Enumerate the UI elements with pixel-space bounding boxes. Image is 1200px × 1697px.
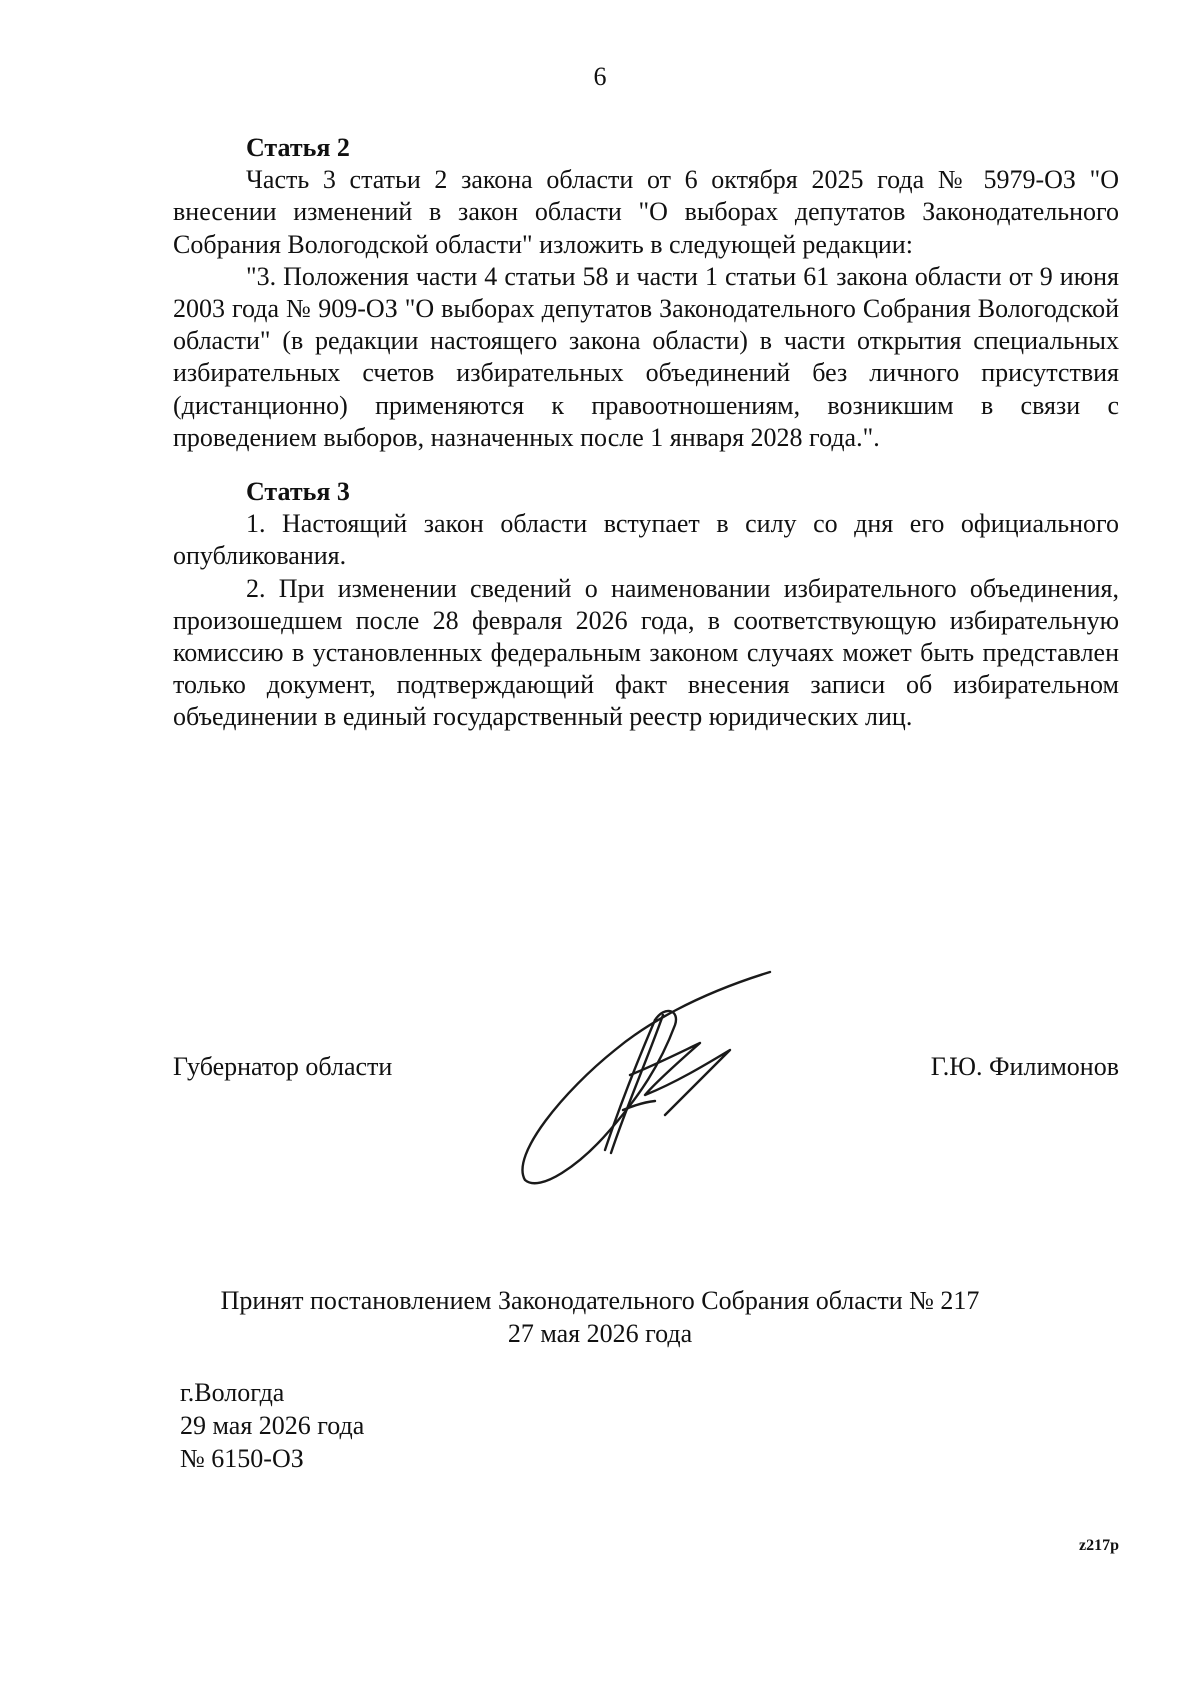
article-3-paragraph-2: 2. При изменении сведений о наименовании избирательного объединения, произошедшем после 28 февраля 2026 года, в соответствующую избирательную комиссию в установленных федеральным законом случаях может быть представлен только документ, подтверждающий факт внесения записи об избирательном объединении в единый государственный реестр юридических лиц. — [173, 573, 1119, 732]
handwritten-signature — [505, 955, 845, 1195]
article-3-paragraph-1: 1. Настоящий закон области вступает в силу со дня его официального опубликования. — [173, 509, 1119, 571]
signatory-name: Г.Ю. Филимонов — [930, 1052, 1119, 1081]
law-body — [173, 132, 1119, 734]
adoption-line-2: 27 мая 2026 года — [507, 1319, 693, 1348]
place-date-number — [180, 1376, 364, 1475]
page-number: 6 — [593, 62, 607, 91]
article-2-title: Статья 2 — [246, 133, 350, 162]
city: г.Вологда — [180, 1378, 285, 1407]
article-2-paragraph-1: Часть 3 статьи 2 закона области от 6 октября 2025 года № 5979-ОЗ "О внесении изменений в закон области "О выборах депутатов Законодательного Собрания Вологодской области" изложить в следующей редакции: — [173, 165, 1119, 259]
section-gap — [173, 454, 1119, 476]
signature-stroke-loop — [522, 972, 770, 1183]
sign-date: 29 мая 2026 года — [180, 1411, 365, 1440]
adoption-note — [0, 1284, 1200, 1350]
adoption-line-1: Принят постановлением Законодательного Собрания области № 217 — [220, 1286, 980, 1315]
document-code: z217p — [1079, 1537, 1119, 1554]
signature-stroke-zigzag — [630, 1043, 730, 1115]
article-3-title: Статья 3 — [246, 477, 350, 507]
law-number: № 6150-ОЗ — [180, 1444, 304, 1473]
signatory-position: Губернатор области — [173, 1052, 393, 1081]
article-2-paragraph-2: "3. Положения части 4 статьи 58 и части 1 статьи 61 закона области от 9 июня 2003 года № 909-ОЗ "О выборах депутатов Законодательного Собрания Вологодской области" (в редакции настоящего закона области) в части открытия специальных избирательных счетов избирательных объединений без личного присутствия (дистанционно) применяются к правоотношениям, возникшим в связи с проведением выборов, назначенных после 1 января 2028 года.". — [173, 261, 1119, 452]
